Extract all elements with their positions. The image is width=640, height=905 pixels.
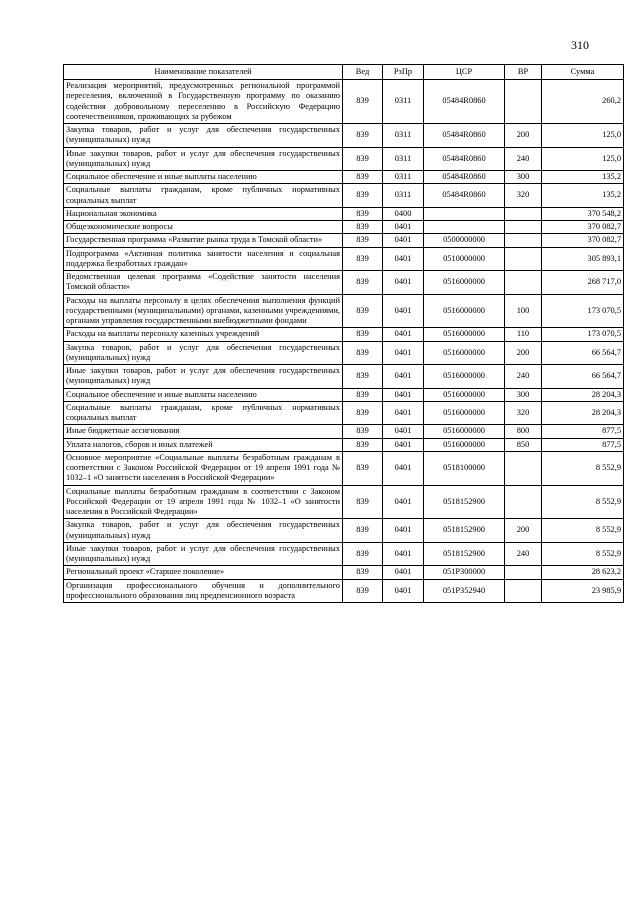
- table-row: [64, 171, 624, 184]
- cell-sum: 173 070,5: [542, 328, 624, 341]
- cell-rzpr: 0401: [383, 388, 424, 401]
- cell-ved: 839: [343, 328, 383, 341]
- cell-name: Иные закупки товаров, работ и услуг для обеспечения государственных (муниципальных) нужд: [64, 147, 343, 171]
- cell-rzpr: 0401: [383, 341, 424, 365]
- cell-ved: 839: [343, 271, 383, 295]
- cell-vr: [505, 80, 542, 124]
- table-row: [64, 221, 624, 234]
- cell-ved: 839: [343, 519, 383, 543]
- cell-vr: [505, 207, 542, 220]
- cell-ved: 839: [343, 579, 383, 603]
- cell-ved: 839: [343, 234, 383, 247]
- table-row: [64, 485, 624, 519]
- cell-ved: 839: [343, 438, 383, 451]
- cell-name: Закупка товаров, работ и услуг для обеспечения государственных (муниципальных) нужд: [64, 124, 343, 148]
- cell-rzpr: 0401: [383, 294, 424, 328]
- cell-csr: 0500000000: [424, 234, 505, 247]
- cell-vr: 800: [505, 425, 542, 438]
- cell-name: Закупка товаров, работ и услуг для обеспечения государственных (муниципальных) нужд: [64, 519, 343, 543]
- cell-rzpr: 0401: [383, 328, 424, 341]
- cell-vr: 200: [505, 341, 542, 365]
- table-row: [64, 147, 624, 171]
- cell-rzpr: 0401: [383, 425, 424, 438]
- cell-name: Расходы на выплаты персоналу в целях обеспечения выполнения функций государственными (муниципальными) органами, казенными учреждениями, органами управления государственными внебюджетными фондами: [64, 294, 343, 328]
- cell-csr: 0516000000: [424, 425, 505, 438]
- cell-sum: 23 985,9: [542, 579, 624, 603]
- table-row: [64, 294, 624, 328]
- cell-ved: 839: [343, 124, 383, 148]
- cell-vr: 240: [505, 147, 542, 171]
- cell-sum: 125,0: [542, 124, 624, 148]
- cell-ved: 839: [343, 207, 383, 220]
- cell-vr: [505, 247, 542, 271]
- cell-csr: 0518152900: [424, 542, 505, 566]
- cell-ved: 839: [343, 341, 383, 365]
- cell-ved: 839: [343, 425, 383, 438]
- cell-sum: 66 564,7: [542, 341, 624, 365]
- cell-csr: 05484R0860: [424, 124, 505, 148]
- cell-name: Социальные выплаты безработным гражданам в соответствии с Законом Российской Федерации от 19 апреля 1991 года № 1032–1 «О занятости населения в Российской Федерации»: [64, 485, 343, 519]
- cell-csr: 05484R0860: [424, 80, 505, 124]
- table-header-row: [64, 65, 624, 80]
- cell-name: Социальное обеспечение и иные выплаты населению: [64, 388, 343, 401]
- cell-name: Организация профессионального обучения и дополнительного профессионального образования лиц предпенсионного возраста: [64, 579, 343, 603]
- cell-ved: 839: [343, 542, 383, 566]
- cell-ved: 839: [343, 171, 383, 184]
- cell-vr: [505, 221, 542, 234]
- table-row: [64, 566, 624, 579]
- table-row: [64, 388, 624, 401]
- cell-sum: 370 082,7: [542, 221, 624, 234]
- cell-csr: [424, 207, 505, 220]
- cell-csr: 05484R0860: [424, 184, 505, 208]
- table-row: [64, 579, 624, 603]
- header-name: Наименование показателей: [64, 65, 343, 80]
- table-row: [64, 124, 624, 148]
- cell-ved: 839: [343, 401, 383, 425]
- table-row: [64, 519, 624, 543]
- header-rzpr: РзПр: [383, 65, 424, 80]
- cell-csr: 051P300000: [424, 566, 505, 579]
- cell-name: Государственная программа «Развитие рынка труда в Томской области»: [64, 234, 343, 247]
- cell-sum: 28 204,3: [542, 401, 624, 425]
- cell-ved: 839: [343, 485, 383, 519]
- cell-ved: 839: [343, 147, 383, 171]
- cell-rzpr: 0401: [383, 519, 424, 543]
- cell-name: Социальные выплаты гражданам, кроме публичных нормативных социальных выплат: [64, 184, 343, 208]
- cell-rzpr: 0401: [383, 579, 424, 603]
- cell-ved: 839: [343, 184, 383, 208]
- cell-csr: [424, 221, 505, 234]
- header-csr: ЦСР: [424, 65, 505, 80]
- cell-rzpr: 0400: [383, 207, 424, 220]
- cell-sum: 370 082,7: [542, 234, 624, 247]
- cell-sum: 8 552,9: [542, 485, 624, 519]
- table-row: [64, 247, 624, 271]
- cell-csr: 051P352940: [424, 579, 505, 603]
- header-vr: ВР: [505, 65, 542, 80]
- cell-rzpr: 0401: [383, 542, 424, 566]
- cell-rzpr: 0401: [383, 401, 424, 425]
- cell-vr: 100: [505, 294, 542, 328]
- cell-ved: 839: [343, 294, 383, 328]
- cell-vr: 320: [505, 401, 542, 425]
- table-row: [64, 80, 624, 124]
- cell-sum: 8 552,9: [542, 519, 624, 543]
- header-ved: Вед: [343, 65, 383, 80]
- cell-sum: 305 893,1: [542, 247, 624, 271]
- cell-ved: 839: [343, 566, 383, 579]
- cell-rzpr: 0401: [383, 247, 424, 271]
- cell-name: Подпрограмма «Активная политика занятости населения и социальная поддержка безработных граждан»: [64, 247, 343, 271]
- cell-rzpr: 0311: [383, 80, 424, 124]
- cell-sum: 135,2: [542, 184, 624, 208]
- cell-vr: 300: [505, 388, 542, 401]
- table-row: [64, 451, 624, 485]
- cell-vr: 300: [505, 171, 542, 184]
- cell-sum: 260,2: [542, 80, 624, 124]
- cell-name: Общеэкономические вопросы: [64, 221, 343, 234]
- cell-name: Закупка товаров, работ и услуг для обеспечения государственных (муниципальных) нужд: [64, 341, 343, 365]
- cell-csr: 0516000000: [424, 271, 505, 295]
- cell-vr: 240: [505, 542, 542, 566]
- cell-name: Уплата налогов, сборов и иных платежей: [64, 438, 343, 451]
- table-row: [64, 207, 624, 220]
- cell-sum: 28 204,3: [542, 388, 624, 401]
- cell-sum: 135,2: [542, 171, 624, 184]
- cell-rzpr: 0311: [383, 124, 424, 148]
- cell-ved: 839: [343, 451, 383, 485]
- cell-name: Ведомственная целевая программа «Содействие занятости населения Томской области»: [64, 271, 343, 295]
- cell-csr: 0518152900: [424, 519, 505, 543]
- cell-sum: 370 548,2: [542, 207, 624, 220]
- cell-csr: 0516000000: [424, 401, 505, 425]
- cell-ved: 839: [343, 365, 383, 389]
- cell-rzpr: 0401: [383, 485, 424, 519]
- cell-ved: 839: [343, 247, 383, 271]
- table-row: [64, 341, 624, 365]
- page-number: 310: [571, 38, 589, 52]
- cell-rzpr: 0311: [383, 184, 424, 208]
- cell-name: Расходы на выплаты персоналу казенных учреждений: [64, 328, 343, 341]
- table-row: [64, 328, 624, 341]
- cell-csr: 0516000000: [424, 388, 505, 401]
- cell-csr: 05484R0860: [424, 171, 505, 184]
- cell-sum: 877,5: [542, 425, 624, 438]
- cell-rzpr: 0311: [383, 147, 424, 171]
- cell-csr: 0516000000: [424, 294, 505, 328]
- cell-vr: [505, 579, 542, 603]
- cell-vr: 200: [505, 124, 542, 148]
- cell-sum: 268 717,0: [542, 271, 624, 295]
- cell-rzpr: 0401: [383, 234, 424, 247]
- cell-name: Национальная экономика: [64, 207, 343, 220]
- cell-vr: [505, 451, 542, 485]
- cell-name: Социальные выплаты гражданам, кроме публичных нормативных социальных выплат: [64, 401, 343, 425]
- header-sum: Сумма: [542, 65, 624, 80]
- cell-vr: 240: [505, 365, 542, 389]
- cell-name: Региональный проект «Старшее поколение»: [64, 566, 343, 579]
- cell-ved: 839: [343, 388, 383, 401]
- cell-name: Иные закупки товаров, работ и услуг для обеспечения государственных (муниципальных) нужд: [64, 542, 343, 566]
- cell-ved: 839: [343, 221, 383, 234]
- cell-csr: 0516000000: [424, 341, 505, 365]
- budget-table: [63, 64, 624, 603]
- cell-sum: 173 070,5: [542, 294, 624, 328]
- table-row: [64, 425, 624, 438]
- table-row: [64, 438, 624, 451]
- cell-name: Реализация мероприятий, предусмотренных региональной программой переселения, включенной в Государственную программу по оказанию содействия добровольному переселению в Российскую Федерацию соотечественников, проживающих за рубежом: [64, 80, 343, 124]
- cell-vr: [505, 234, 542, 247]
- table-row: [64, 271, 624, 295]
- cell-vr: [505, 485, 542, 519]
- cell-rzpr: 0401: [383, 451, 424, 485]
- cell-csr: 0516000000: [424, 328, 505, 341]
- cell-vr: [505, 566, 542, 579]
- cell-vr: 110: [505, 328, 542, 341]
- table-row: [64, 401, 624, 425]
- cell-csr: 0516000000: [424, 365, 505, 389]
- cell-vr: 320: [505, 184, 542, 208]
- cell-sum: 8 552,9: [542, 451, 624, 485]
- cell-sum: 8 552,9: [542, 542, 624, 566]
- cell-rzpr: 0311: [383, 171, 424, 184]
- cell-name: Основное мероприятие «Социальные выплаты безработным гражданам в соответствии с Законом Российской Федерации от 19 апреля 1991 года № 1032–1 «О занятости населения в Российской Федерации»: [64, 451, 343, 485]
- cell-csr: 0518152900: [424, 485, 505, 519]
- cell-vr: 200: [505, 519, 542, 543]
- table-row: [64, 184, 624, 208]
- cell-rzpr: 0401: [383, 566, 424, 579]
- cell-rzpr: 0401: [383, 438, 424, 451]
- table-row: [64, 234, 624, 247]
- cell-vr: 850: [505, 438, 542, 451]
- cell-rzpr: 0401: [383, 221, 424, 234]
- cell-rzpr: 0401: [383, 271, 424, 295]
- cell-sum: 66 564,7: [542, 365, 624, 389]
- cell-csr: 0518100000: [424, 451, 505, 485]
- cell-name: Иные бюджетные ассигнования: [64, 425, 343, 438]
- cell-name: Иные закупки товаров, работ и услуг для обеспечения государственных (муниципальных) нужд: [64, 365, 343, 389]
- cell-rzpr: 0401: [383, 365, 424, 389]
- cell-name: Социальное обеспечение и иные выплаты населению: [64, 171, 343, 184]
- cell-csr: 0510000000: [424, 247, 505, 271]
- cell-ved: 839: [343, 80, 383, 124]
- table-row: [64, 542, 624, 566]
- cell-vr: [505, 271, 542, 295]
- cell-sum: 28 623,2: [542, 566, 624, 579]
- cell-sum: 125,0: [542, 147, 624, 171]
- cell-csr: 05484R0860: [424, 147, 505, 171]
- cell-sum: 877,5: [542, 438, 624, 451]
- table-row: [64, 365, 624, 389]
- cell-csr: 0516000000: [424, 438, 505, 451]
